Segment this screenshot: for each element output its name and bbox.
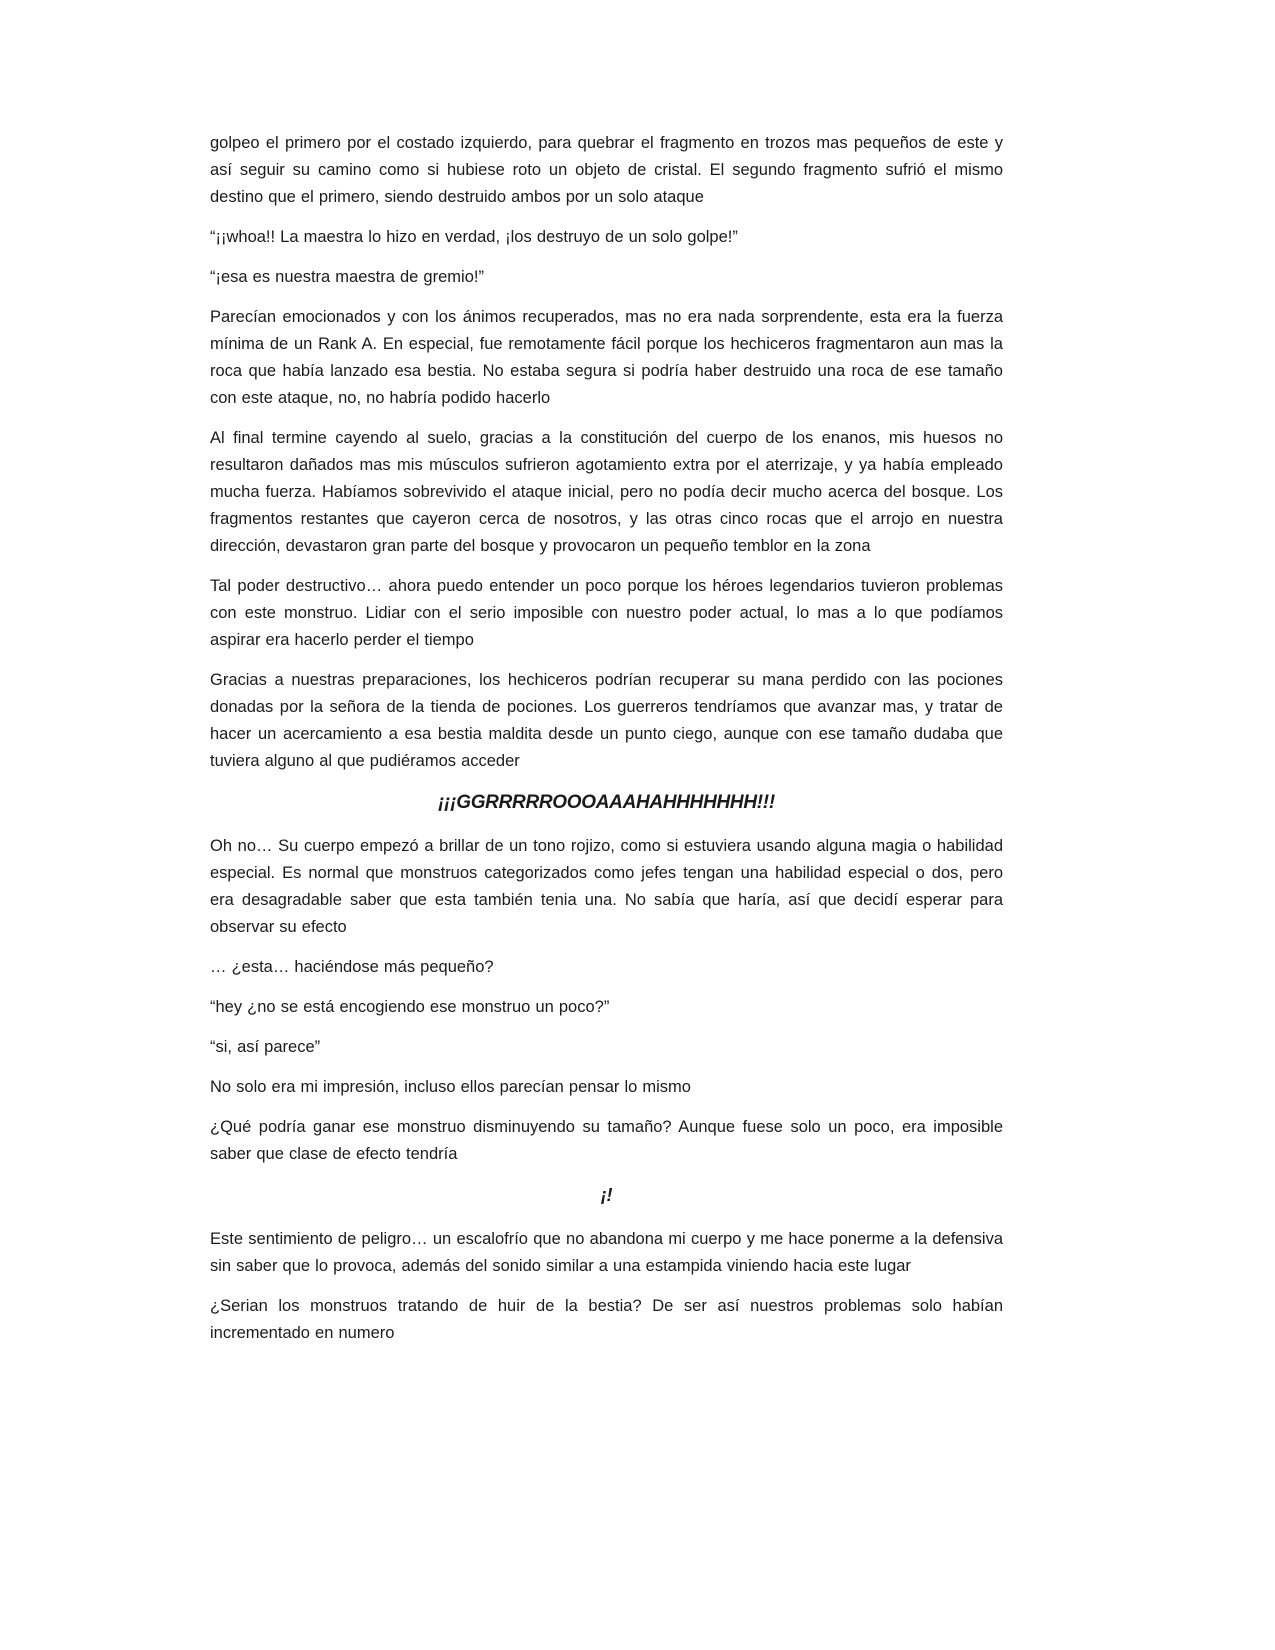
dialogue-line: “¡esa es nuestra maestra de gremio!”: [210, 268, 484, 286]
paragraph: No solo era mi impresión, incluso ellos parecían pensar lo mismo: [210, 1078, 691, 1096]
paragraph: Parecían emocionados y con los ánimos recuperados, mas no era nada sorprendente, esta era la fuerza mínima de un Rank A. En especial, fue remotamente fácil porque los hechiceros fragmentaron aun mas la roca que había lanzado esa bestia. No estaba segura si podría haber destruido una roca de ese tamaño con este ataque, no, no habría podido hacerlo: [210, 308, 1003, 407]
paragraph: Este sentimiento de peligro… un escalofrío que no abandona mi cuerpo y me hace ponerme a la defensiva sin saber que lo provoca, además del sonido similar a una estampida viniendo hacia este lugar: [210, 1230, 1003, 1275]
paragraph: ¿Qué podría ganar ese monstruo disminuyendo su tamaño? Aunque fuese solo un poco, era imposible saber que clase de efecto tendría: [210, 1118, 1003, 1163]
paragraph: Gracias a nuestras preparaciones, los hechiceros podrían recuperar su mana perdido con las pociones donadas por la señora de la tienda de pociones. Los guerreros tendríamos que avanzar mas, y tratar de hacer un acercamiento a esa bestia maldita desde un punto ciego, aunque con ese tamaño dudaba que tuviera alguno al que pudiéramos acceder: [210, 671, 1003, 770]
paragraph: Al final termine cayendo al suelo, gracias a la constitución del cuerpo de los enanos, mis huesos no resultaron dañados mas mis músculos sufrieron agotamiento extra por el aterrizaje, y ya había empleado mucha fuerza. Habíamos sobrevivido el ataque inicial, pero no podía decir mucho acerca del bosque. Los fragmentos restantes que cayeron cerca de nosotros, y las otras cinco rocas que el arrojo en nuestra dirección, devastaron gran parte del bosque y provocaron un pequeño temblor en la zona: [210, 429, 1003, 555]
dialogue-line: “¡¡whoa!! La maestra lo hizo en verdad, ¡los destruyo de un solo golpe!”: [210, 228, 738, 246]
inner-thought-line: … ¿esta… haciéndose más pequeño?: [210, 958, 494, 976]
dialogue-line: “si, así parece”: [210, 1038, 321, 1056]
monster-roar-text: ¡¡¡GGRRRRROOOAAAHAHHHHHHH!!!: [438, 792, 775, 813]
paragraph: Tal poder destructivo… ahora puedo entender un poco porque los héroes legendarios tuvieron problemas con este monstruo. Lidiar con el serio imposible con nuestro poder actual, lo mas a lo que podíamos aspirar era hacerlo perder el tiempo: [210, 577, 1003, 649]
alert-exclamation-text: ¡!: [600, 1185, 613, 1205]
dialogue-line: “hey ¿no se está encogiendo ese monstruo un poco?”: [210, 998, 610, 1016]
paragraph: golpeo el primero por el costado izquierdo, para quebrar el fragmento en trozos mas pequeños de este y así seguir su camino como si hubiese roto un objeto de cristal. El segundo fragmento sufrió el mismo destino que el primero, siendo destruido ambos por un solo ataque: [210, 134, 1003, 206]
paragraph: Oh no… Su cuerpo empezó a brillar de un tono rojizo, como si estuviera usando alguna magia o habilidad especial. Es normal que monstruos categorizados como jefes tengan una habilidad especial o dos, pero era desagradable saber que esta también tenia una. No sabía que haría, así que decidí esperar para observar su efecto: [210, 837, 1003, 936]
paragraph: ¿Serian los monstruos tratando de huir de la bestia? De ser así nuestros problemas solo habían incrementado en numero: [210, 1297, 1003, 1342]
